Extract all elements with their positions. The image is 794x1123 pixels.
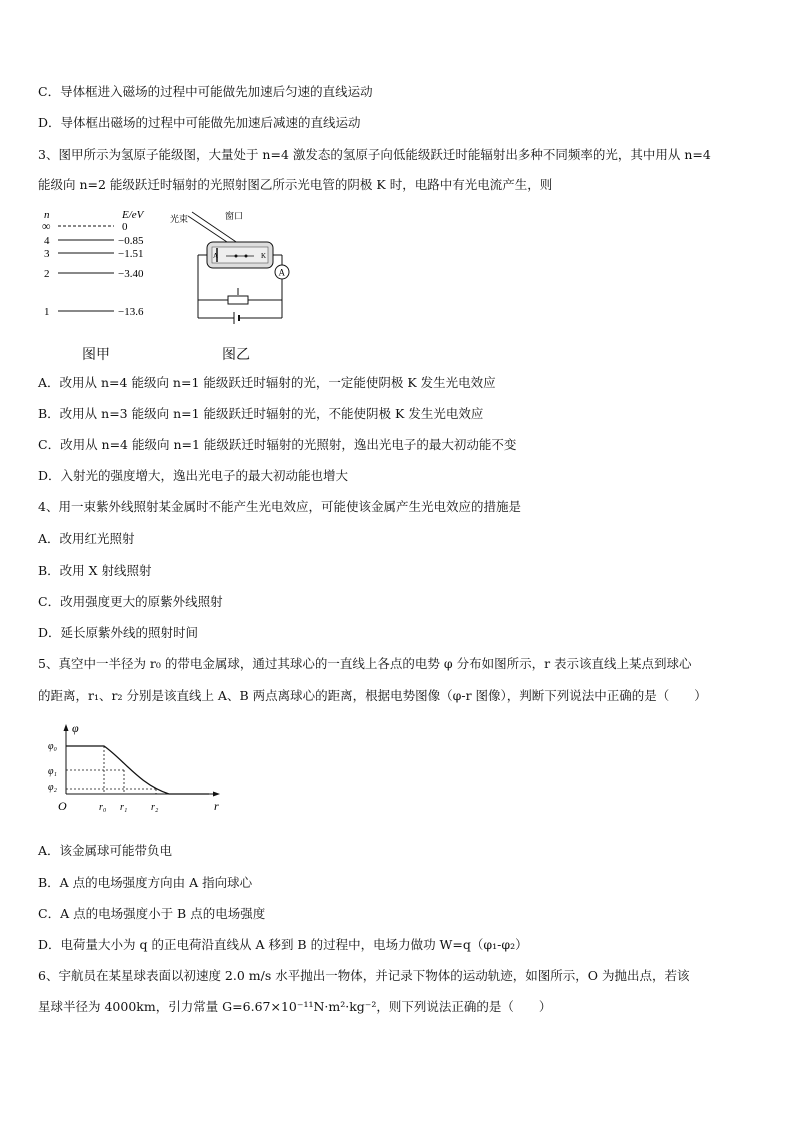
q5-option-c: C．A 点的电场强度小于 B 点的电场强度 [38, 906, 266, 921]
q3-option-b: B．改用从 n=3 能级向 n=1 能级跃迁时辐射的光，不能使阴极 K 发生光电效应 [38, 406, 484, 421]
q6-stem-line2: 星球半径为 4000km，引力常量 G=6.67×10⁻¹¹N·m²·kg⁻²，则下列说法正确的是（ ） [38, 999, 552, 1014]
q2-option-c: C．导体框进入磁场的过程中可能做先加速后匀速的直线运动 [38, 84, 373, 99]
q4-option-c: C．改用强度更大的原紫外线照射 [38, 594, 223, 609]
q3-option-a: A．改用从 n=4 能级向 n=1 能级跃迁时辐射的光，一定能使阴极 K 发生光电效应 [38, 375, 496, 390]
n-header: n [44, 209, 50, 221]
q5-option-d: D．电荷量大小为 q 的正电荷沿直线从 A 移到 B 的过程中，电场力做功 W=q（φ₁-φ₂） [38, 937, 528, 952]
level-n-inf: ∞ [42, 219, 51, 233]
anode-label: A [213, 252, 219, 260]
figure-jia-caption: 图甲 [82, 347, 110, 363]
level-n-2: 2 [44, 268, 50, 280]
r1-label: r₁ [120, 802, 128, 813]
e-header: E/eV [122, 209, 144, 221]
level-e-3: −1.51 [118, 248, 144, 260]
level-e-inf: 0 [122, 221, 128, 233]
level-n-4: 4 [44, 235, 50, 247]
q4-stem: 4、用一束紫外线照射某金属时不能产生光电效应，可能使该金属产生光电效应的措施是 [38, 499, 521, 514]
q6-stem-line1: 6、宇航员在某星球表面以初速度 2.0 m/s 水平抛出一物体，并记录下物体的运动轨迹，如图所示，O 为抛出点，若该 [38, 968, 690, 983]
phototube-inner [212, 247, 268, 263]
x-axis-arrow [213, 792, 220, 797]
q5-stem-line2: 的距离，r₁、r₂ 分别是该直线上 A、B 两点离球心的距离，根据电势图像（φ-r 图像），判断下列说法中正确的是（ ） [38, 688, 707, 703]
level-n-1: 1 [44, 306, 50, 318]
r2-label: r₂ [151, 802, 159, 813]
q3-stem-line1: 3、图甲所示为氢原子能级图，大量处于 n=4 激发态的氢原子向低能级跃迁时能辐射出多种不同频率的光，其中用从 n=4 [38, 147, 711, 162]
x-axis-label: r [214, 799, 219, 813]
q3-option-d: D．入射光的强度增大，逸出光电子的最大初动能也增大 [38, 468, 349, 483]
level-e-1: −13.6 [118, 306, 144, 318]
rheostat [228, 296, 248, 304]
r0-label: r₀ [99, 802, 107, 813]
y-axis-arrow [64, 724, 69, 731]
q4-option-a: A．改用红光照射 [38, 531, 135, 546]
q4-option-d: D．延长原紫外线的照射时间 [38, 625, 199, 640]
figure-yi-caption: 图乙 [222, 347, 250, 363]
electron-dot-2 [245, 255, 248, 258]
light-beam-label: 光束 [170, 214, 189, 224]
level-e-2: −3.40 [118, 268, 144, 280]
phi1-label: φ₁ [48, 766, 58, 777]
electron-dot-1 [235, 255, 238, 258]
q2-option-d: D．导体框出磁场的过程中可能做先加速后减速的直线运动 [38, 115, 361, 130]
q5-stem-line1: 5、真空中一半径为 r₀ 的带电金属球，通过其球心的一直线上各点的电势 φ 分布如图所示，r 表示该直线上某点到球心 [38, 656, 692, 671]
energy-level-diagram [40, 205, 165, 325]
q3-stem-line2: 能级向 n=2 能级跃迁时辐射的光照射图乙所示光电管的阴极 K 时，电路中有光电流产生，则 [38, 177, 553, 192]
phototube-circuit [170, 210, 300, 328]
q4-option-b: B．改用 X 射线照射 [38, 563, 152, 578]
q5-option-b: B．A 点的电场强度方向由 A 指向球心 [38, 875, 253, 890]
q3-option-c: C．改用从 n=4 能级向 n=1 能级跃迁时辐射的光照射，逸出光电子的最大初动能不变 [38, 437, 517, 452]
q5-option-a: A．该金属球可能带负电 [38, 843, 173, 858]
window-label: 窗口 [225, 211, 244, 221]
ammeter-label: A [278, 267, 285, 278]
level-e-4: −0.85 [118, 235, 144, 247]
phi0-label: φ₀ [48, 741, 58, 752]
cathode-label: K [261, 252, 267, 260]
potential-graph [44, 722, 229, 822]
phi2-label: φ₂ [48, 782, 58, 793]
level-n-3: 3 [44, 248, 50, 260]
y-axis-label: φ [72, 722, 79, 735]
origin-label: O [58, 799, 67, 813]
